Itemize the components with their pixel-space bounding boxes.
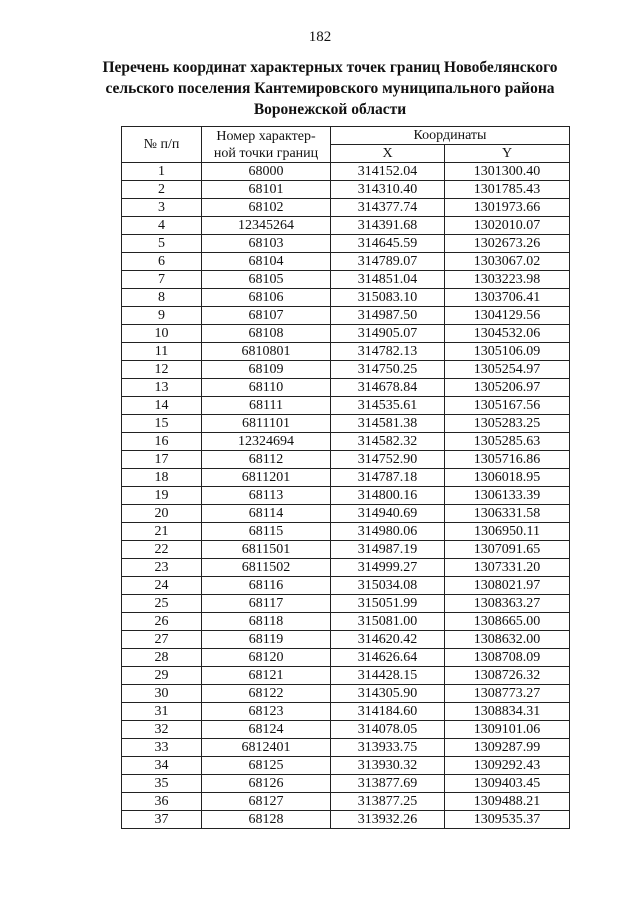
cell-y: 1309287.99 — [445, 739, 570, 757]
cell-y: 1309292.43 — [445, 757, 570, 775]
cell-point: 68112 — [202, 451, 331, 469]
title-line-2: сельского поселения Кантемировского муниципального района — [105, 80, 555, 97]
table-row — [122, 685, 570, 703]
cell-y: 1301973.66 — [445, 199, 570, 217]
table-row — [122, 217, 570, 235]
cell-y: 1304129.56 — [445, 307, 570, 325]
cell-num: 5 — [122, 235, 202, 253]
cell-x: 314678.84 — [331, 379, 445, 397]
cell-x: 314391.68 — [331, 217, 445, 235]
cell-y: 1306133.39 — [445, 487, 570, 505]
cell-y: 1306018.95 — [445, 469, 570, 487]
table-row — [122, 577, 570, 595]
cell-num: 36 — [122, 793, 202, 811]
cell-x: 313930.32 — [331, 757, 445, 775]
cell-point: 68122 — [202, 685, 331, 703]
cell-y: 1301785.43 — [445, 181, 570, 199]
page-number: 182 — [308, 29, 332, 45]
cell-point: 68103 — [202, 235, 331, 253]
cell-x: 314078.05 — [331, 721, 445, 739]
cell-y: 1308363.27 — [445, 595, 570, 613]
cell-num: 16 — [122, 433, 202, 451]
table-row — [122, 739, 570, 757]
cell-point: 68128 — [202, 811, 331, 829]
cell-x: 314184.60 — [331, 703, 445, 721]
cell-num: 30 — [122, 685, 202, 703]
cell-x: 314310.40 — [331, 181, 445, 199]
cell-x: 314800.16 — [331, 487, 445, 505]
cell-x: 314999.27 — [331, 559, 445, 577]
cell-x: 314987.19 — [331, 541, 445, 559]
table-row — [122, 289, 570, 307]
cell-point: 68126 — [202, 775, 331, 793]
cell-y: 1307091.65 — [445, 541, 570, 559]
table-row — [122, 325, 570, 343]
cell-point: 68117 — [202, 595, 331, 613]
cell-num: 8 — [122, 289, 202, 307]
cell-point: 68101 — [202, 181, 331, 199]
cell-num: 9 — [122, 307, 202, 325]
cell-point: 6811501 — [202, 541, 331, 559]
cell-point: 68106 — [202, 289, 331, 307]
cell-x: 314750.25 — [331, 361, 445, 379]
cell-num: 22 — [122, 541, 202, 559]
cell-point: 68121 — [202, 667, 331, 685]
cell-y: 1303706.41 — [445, 289, 570, 307]
table-row — [122, 343, 570, 361]
cell-x: 314582.32 — [331, 433, 445, 451]
cell-y: 1307331.20 — [445, 559, 570, 577]
cell-num: 29 — [122, 667, 202, 685]
cell-x: 314620.42 — [331, 631, 445, 649]
table-row — [122, 649, 570, 667]
cell-x: 314987.50 — [331, 307, 445, 325]
table-row — [122, 667, 570, 685]
table-row — [122, 235, 570, 253]
cell-y: 1305254.97 — [445, 361, 570, 379]
cell-num: 6 — [122, 253, 202, 271]
cell-num: 24 — [122, 577, 202, 595]
cell-point: 68124 — [202, 721, 331, 739]
cell-num: 7 — [122, 271, 202, 289]
cell-y: 1303067.02 — [445, 253, 570, 271]
cell-y: 1308834.31 — [445, 703, 570, 721]
cell-point: 68113 — [202, 487, 331, 505]
cell-point: 12324694 — [202, 433, 331, 451]
cell-num: 13 — [122, 379, 202, 397]
table-row — [122, 271, 570, 289]
cell-point: 12345264 — [202, 217, 331, 235]
cell-y: 1304532.06 — [445, 325, 570, 343]
cell-y: 1308773.27 — [445, 685, 570, 703]
header-point-line2: ной точки границ — [213, 145, 319, 161]
cell-point: 68104 — [202, 253, 331, 271]
table-row — [122, 469, 570, 487]
cell-x: 314645.59 — [331, 235, 445, 253]
table-row — [122, 487, 570, 505]
cell-num: 27 — [122, 631, 202, 649]
table-row — [122, 523, 570, 541]
cell-y: 1306331.58 — [445, 505, 570, 523]
cell-point: 68120 — [202, 649, 331, 667]
cell-x: 314851.04 — [331, 271, 445, 289]
cell-point: 68110 — [202, 379, 331, 397]
header-y: Y — [445, 145, 570, 163]
table-row — [122, 541, 570, 559]
header-coords: Координаты — [331, 127, 570, 145]
header-point — [202, 127, 331, 163]
table-row — [122, 397, 570, 415]
cell-num: 4 — [122, 217, 202, 235]
table-body — [122, 163, 570, 829]
cell-point: 68107 — [202, 307, 331, 325]
cell-y: 1302673.26 — [445, 235, 570, 253]
cell-x: 314535.61 — [331, 397, 445, 415]
cell-x: 313932.26 — [331, 811, 445, 829]
cell-num: 19 — [122, 487, 202, 505]
table-row — [122, 505, 570, 523]
cell-num: 18 — [122, 469, 202, 487]
title-line-3: Воронежской области — [253, 101, 407, 118]
cell-point: 68105 — [202, 271, 331, 289]
table-row — [122, 613, 570, 631]
cell-y: 1301300.40 — [445, 163, 570, 181]
table-row — [122, 199, 570, 217]
cell-num: 34 — [122, 757, 202, 775]
cell-point: 6810801 — [202, 343, 331, 361]
table-row — [122, 181, 570, 199]
table-row — [122, 721, 570, 739]
cell-num: 20 — [122, 505, 202, 523]
title-line-1: Перечень координат характерных точек границ Новобелянского — [102, 59, 558, 76]
cell-point: 68118 — [202, 613, 331, 631]
cell-y: 1309535.37 — [445, 811, 570, 829]
cell-y: 1305167.56 — [445, 397, 570, 415]
cell-num: 28 — [122, 649, 202, 667]
cell-point: 68115 — [202, 523, 331, 541]
cell-y: 1308021.97 — [445, 577, 570, 595]
cell-num: 21 — [122, 523, 202, 541]
table-row — [122, 703, 570, 721]
cell-x: 313933.75 — [331, 739, 445, 757]
document-title — [95, 57, 565, 120]
cell-point: 68109 — [202, 361, 331, 379]
cell-y: 1309101.06 — [445, 721, 570, 739]
cell-point: 68102 — [202, 199, 331, 217]
cell-x: 314428.15 — [331, 667, 445, 685]
cell-x: 315081.00 — [331, 613, 445, 631]
cell-x: 314782.13 — [331, 343, 445, 361]
cell-num: 14 — [122, 397, 202, 415]
cell-x: 314152.04 — [331, 163, 445, 181]
cell-point: 68116 — [202, 577, 331, 595]
cell-x: 314980.06 — [331, 523, 445, 541]
cell-point: 68127 — [202, 793, 331, 811]
table-row — [122, 379, 570, 397]
cell-num: 26 — [122, 613, 202, 631]
cell-point: 68125 — [202, 757, 331, 775]
cell-y: 1305716.86 — [445, 451, 570, 469]
cell-x: 314905.07 — [331, 325, 445, 343]
cell-point: 6812401 — [202, 739, 331, 757]
cell-x: 313877.69 — [331, 775, 445, 793]
cell-y: 1302010.07 — [445, 217, 570, 235]
cell-point: 68000 — [202, 163, 331, 181]
cell-x: 315083.10 — [331, 289, 445, 307]
cell-x: 314789.07 — [331, 253, 445, 271]
cell-y: 1308726.32 — [445, 667, 570, 685]
table-row — [122, 631, 570, 649]
table-row — [122, 163, 570, 181]
cell-point: 68119 — [202, 631, 331, 649]
cell-y: 1308708.09 — [445, 649, 570, 667]
coordinates-table — [121, 126, 570, 829]
cell-point: 68123 — [202, 703, 331, 721]
cell-x: 315034.08 — [331, 577, 445, 595]
cell-num: 2 — [122, 181, 202, 199]
table-row — [122, 361, 570, 379]
cell-x: 314752.90 — [331, 451, 445, 469]
cell-num: 33 — [122, 739, 202, 757]
cell-num: 12 — [122, 361, 202, 379]
cell-point: 68111 — [202, 397, 331, 415]
cell-num: 10 — [122, 325, 202, 343]
table-row — [122, 415, 570, 433]
cell-point: 6811101 — [202, 415, 331, 433]
cell-num: 23 — [122, 559, 202, 577]
cell-num: 11 — [122, 343, 202, 361]
cell-num: 1 — [122, 163, 202, 181]
table-row — [122, 253, 570, 271]
table-row — [122, 595, 570, 613]
cell-y: 1305285.63 — [445, 433, 570, 451]
cell-x: 314581.38 — [331, 415, 445, 433]
cell-y: 1305206.97 — [445, 379, 570, 397]
cell-y: 1303223.98 — [445, 271, 570, 289]
table-row — [122, 793, 570, 811]
table-row — [122, 775, 570, 793]
cell-x: 314377.74 — [331, 199, 445, 217]
cell-x: 314787.18 — [331, 469, 445, 487]
table-header — [122, 127, 570, 163]
table-row — [122, 811, 570, 829]
cell-y: 1309488.21 — [445, 793, 570, 811]
cell-point: 6811201 — [202, 469, 331, 487]
cell-x: 313877.25 — [331, 793, 445, 811]
cell-y: 1305283.25 — [445, 415, 570, 433]
cell-y: 1305106.09 — [445, 343, 570, 361]
cell-num: 32 — [122, 721, 202, 739]
header-point-line1: Номер характер- — [216, 128, 316, 144]
cell-point: 6811502 — [202, 559, 331, 577]
header-x: X — [331, 145, 445, 163]
table-row — [122, 451, 570, 469]
cell-y: 1308632.00 — [445, 631, 570, 649]
cell-point: 68114 — [202, 505, 331, 523]
table-row — [122, 559, 570, 577]
cell-num: 3 — [122, 199, 202, 217]
cell-y: 1306950.11 — [445, 523, 570, 541]
cell-num: 15 — [122, 415, 202, 433]
cell-num: 31 — [122, 703, 202, 721]
cell-x: 314940.69 — [331, 505, 445, 523]
cell-num: 35 — [122, 775, 202, 793]
cell-point: 68108 — [202, 325, 331, 343]
cell-x: 314305.90 — [331, 685, 445, 703]
cell-y: 1309403.45 — [445, 775, 570, 793]
cell-y: 1308665.00 — [445, 613, 570, 631]
cell-num: 17 — [122, 451, 202, 469]
cell-x: 315051.99 — [331, 595, 445, 613]
table-row — [122, 433, 570, 451]
cell-num: 25 — [122, 595, 202, 613]
cell-num: 37 — [122, 811, 202, 829]
cell-x: 314626.64 — [331, 649, 445, 667]
table-row — [122, 307, 570, 325]
header-num: № п/п — [122, 127, 202, 163]
table-row — [122, 757, 570, 775]
